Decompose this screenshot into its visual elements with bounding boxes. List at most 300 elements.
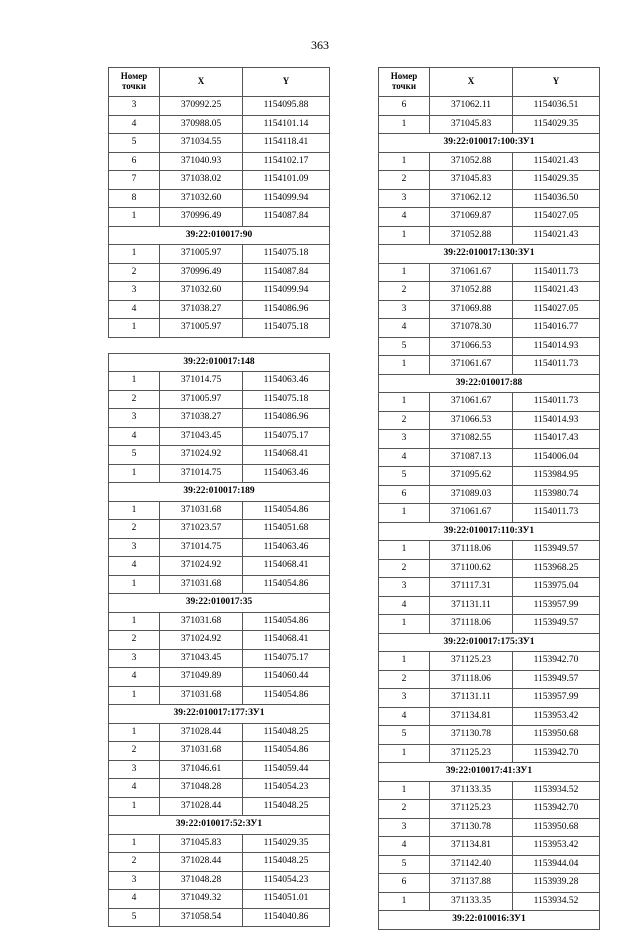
- cell-y: 1154021.43: [513, 226, 600, 245]
- section-row: [109, 483, 330, 502]
- table-header-row: [379, 68, 600, 97]
- cell-x: 371134.81: [430, 707, 513, 726]
- cell-point-number: 2: [379, 800, 430, 819]
- cell-y: 1154048.25: [243, 723, 330, 742]
- cell-y: 1154054.86: [243, 742, 330, 761]
- cell-point-number: 1: [109, 612, 160, 631]
- table-row: [379, 781, 600, 800]
- cell-x: 371048.28: [160, 871, 243, 890]
- cell-point-number: 1: [109, 245, 160, 264]
- table-row: [109, 520, 330, 539]
- cell-x: 371028.44: [160, 797, 243, 816]
- cell-y: 1154029.35: [243, 834, 330, 853]
- table-row: [109, 282, 330, 301]
- cell-x: 371062.11: [430, 97, 513, 116]
- table-row: [379, 578, 600, 597]
- table-row: [109, 853, 330, 872]
- cell-x: 371066.53: [430, 411, 513, 430]
- cell-y: 1154051.68: [243, 520, 330, 539]
- cell-point-number: 5: [379, 855, 430, 874]
- cell-x: 371031.68: [160, 686, 243, 705]
- cell-point-number: 6: [379, 97, 430, 116]
- cadastral-number-heading: 39:22:010017:90: [109, 226, 330, 245]
- table-row: [109, 208, 330, 227]
- cell-x: 371028.44: [160, 723, 243, 742]
- table-row: [109, 300, 330, 319]
- cell-y: 1153984.95: [513, 467, 600, 486]
- cell-y: 1154086.96: [243, 300, 330, 319]
- cell-point-number: 2: [379, 171, 430, 190]
- table-row: [379, 282, 600, 301]
- cadastral-number-heading: 39:22:010017:148: [109, 353, 330, 372]
- table-row: [109, 390, 330, 409]
- table-row: [379, 800, 600, 819]
- cell-x: 371130.78: [430, 726, 513, 745]
- cell-point-number: 4: [109, 668, 160, 687]
- cell-y: 1154021.43: [513, 152, 600, 171]
- cell-point-number: 3: [109, 538, 160, 557]
- table-row: [379, 818, 600, 837]
- table-row: [379, 892, 600, 911]
- table-row: [379, 467, 600, 486]
- table-row: [379, 300, 600, 319]
- cell-y: 1154075.18: [243, 245, 330, 264]
- cell-point-number: 1: [109, 464, 160, 483]
- cell-point-number: 4: [109, 557, 160, 576]
- cadastral-number-heading: 39:22:010017:100:ЗУ1: [379, 134, 600, 153]
- cell-y: 1153934.52: [513, 781, 600, 800]
- cell-x: 371045.83: [430, 115, 513, 134]
- table-row: [109, 501, 330, 520]
- cell-y: 1154054.86: [243, 501, 330, 520]
- cell-x: 371052.88: [430, 282, 513, 301]
- cell-point-number: 6: [379, 874, 430, 893]
- cell-y: 1154095.88: [243, 97, 330, 116]
- cell-x: 371031.68: [160, 742, 243, 761]
- cell-y: 1153949.57: [513, 541, 600, 560]
- table-row: [379, 652, 600, 671]
- cell-x: 371014.75: [160, 538, 243, 557]
- cell-point-number: 3: [109, 871, 160, 890]
- cell-point-number: 5: [379, 337, 430, 356]
- table-row: [379, 97, 600, 116]
- cell-y: 1154075.17: [243, 649, 330, 668]
- cell-point-number: 6: [109, 152, 160, 171]
- table-row: [379, 393, 600, 412]
- cell-x: 371118.06: [430, 541, 513, 560]
- cell-x: 371038.27: [160, 409, 243, 428]
- cell-point-number: 1: [379, 263, 430, 282]
- cell-point-number: 1: [379, 892, 430, 911]
- table-row: [109, 189, 330, 208]
- cell-y: 1153939.28: [513, 874, 600, 893]
- cell-y: 1154068.41: [243, 557, 330, 576]
- cell-point-number: 6: [379, 485, 430, 504]
- section-row: [379, 633, 600, 652]
- table-body-left: [109, 97, 330, 927]
- cell-y: 1154102.17: [243, 152, 330, 171]
- cell-x: 371048.28: [160, 779, 243, 798]
- cell-point-number: 1: [379, 615, 430, 634]
- cadastral-number-heading: 39:22:010017:177:ЗУ1: [109, 705, 330, 724]
- cell-x: 371117.31: [430, 578, 513, 597]
- cell-y: 1154036.51: [513, 97, 600, 116]
- table-row: [109, 723, 330, 742]
- cell-y: 1154101.14: [243, 115, 330, 134]
- cell-y: 1154017.43: [513, 430, 600, 449]
- cell-point-number: 8: [109, 189, 160, 208]
- cell-y: 1153957.99: [513, 689, 600, 708]
- cell-point-number: 4: [379, 319, 430, 338]
- table-row: [109, 409, 330, 428]
- cell-x: 371028.44: [160, 853, 243, 872]
- cell-y: 1154087.84: [243, 208, 330, 227]
- table-row: [379, 171, 600, 190]
- cell-point-number: 5: [109, 134, 160, 153]
- table-row: [109, 134, 330, 153]
- table-row: [379, 504, 600, 523]
- table-row: [379, 115, 600, 134]
- table-body-right: [379, 97, 600, 930]
- cell-point-number: 1: [379, 744, 430, 763]
- cell-y: 1154118.41: [243, 134, 330, 153]
- table-row: [109, 115, 330, 134]
- cell-y: 1154075.17: [243, 427, 330, 446]
- table-row: [379, 689, 600, 708]
- section-row: [379, 763, 600, 782]
- cell-y: 1154059.44: [243, 760, 330, 779]
- cell-x: 371024.92: [160, 631, 243, 650]
- section-row: [109, 226, 330, 245]
- cell-x: 371061.67: [430, 356, 513, 375]
- cell-y: 1154016.77: [513, 319, 600, 338]
- cell-x: 371031.68: [160, 501, 243, 520]
- cell-y: 1154014.93: [513, 411, 600, 430]
- header-x: X: [430, 68, 513, 97]
- cell-y: 1154054.23: [243, 779, 330, 798]
- cell-x: 371014.75: [160, 464, 243, 483]
- cell-y: 1154027.05: [513, 208, 600, 227]
- cell-y: 1154054.86: [243, 575, 330, 594]
- cell-x: 371005.97: [160, 390, 243, 409]
- cell-y: 1154087.84: [243, 263, 330, 282]
- cell-y: 1153975.04: [513, 578, 600, 597]
- cell-point-number: 5: [109, 908, 160, 927]
- table-row: [379, 559, 600, 578]
- section-row: [379, 134, 600, 153]
- cell-x: 371024.92: [160, 557, 243, 576]
- cell-point-number: 5: [379, 467, 430, 486]
- cell-y: 1154063.46: [243, 538, 330, 557]
- cell-y: 1154040.86: [243, 908, 330, 927]
- table-row: [109, 319, 330, 338]
- cell-x: 371131.11: [430, 689, 513, 708]
- cell-point-number: 4: [379, 837, 430, 856]
- cell-x: 371125.23: [430, 800, 513, 819]
- cell-point-number: 4: [379, 707, 430, 726]
- cell-point-number: 4: [109, 890, 160, 909]
- cell-y: 1154054.23: [243, 871, 330, 890]
- cell-x: 371032.60: [160, 282, 243, 301]
- table-row: [379, 319, 600, 338]
- cell-y: 1154048.25: [243, 853, 330, 872]
- page-number: 363: [311, 38, 329, 52]
- table-row: [109, 686, 330, 705]
- section-row: [379, 374, 600, 393]
- cell-y: 1153957.99: [513, 596, 600, 615]
- cell-point-number: 4: [109, 427, 160, 446]
- table-row: [379, 615, 600, 634]
- header-point-number: Номер точки: [379, 68, 430, 97]
- cell-x: 371034.55: [160, 134, 243, 153]
- table-row: [379, 485, 600, 504]
- cell-x: 371069.88: [430, 300, 513, 319]
- cell-point-number: 4: [109, 300, 160, 319]
- table-row: [379, 189, 600, 208]
- cell-x: 371043.45: [160, 649, 243, 668]
- cell-point-number: 3: [379, 818, 430, 837]
- cell-point-number: 2: [379, 559, 430, 578]
- table-row: [109, 612, 330, 631]
- cell-point-number: 1: [109, 686, 160, 705]
- table-row: [109, 372, 330, 391]
- cell-point-number: 7: [109, 171, 160, 190]
- cell-point-number: 4: [379, 596, 430, 615]
- section-row: [379, 522, 600, 541]
- cell-x: 371049.89: [160, 668, 243, 687]
- cell-x: 371142.40: [430, 855, 513, 874]
- cell-y: 1154075.18: [243, 319, 330, 338]
- table-header-row: [109, 68, 330, 97]
- cadastral-number-heading: 39:22:010017:35: [109, 594, 330, 613]
- cell-point-number: 3: [109, 649, 160, 668]
- cell-y: 1154011.73: [513, 263, 600, 282]
- cell-x: 371131.11: [430, 596, 513, 615]
- cell-y: 1154036.50: [513, 189, 600, 208]
- cell-y: 1153942.70: [513, 744, 600, 763]
- table-row: [109, 538, 330, 557]
- table-row: [109, 871, 330, 890]
- table-row: [379, 411, 600, 430]
- section-row: [109, 353, 330, 372]
- cell-x: 371133.35: [430, 781, 513, 800]
- cell-point-number: 2: [379, 282, 430, 301]
- cell-x: 370992.25: [160, 97, 243, 116]
- cell-point-number: 1: [379, 393, 430, 412]
- cell-point-number: 4: [379, 448, 430, 467]
- cell-y: 1154006.04: [513, 448, 600, 467]
- cell-x: 371066.53: [430, 337, 513, 356]
- cell-x: 371133.35: [430, 892, 513, 911]
- cell-x: 371100.62: [430, 559, 513, 578]
- cell-y: 1153944.04: [513, 855, 600, 874]
- cell-point-number: 1: [379, 356, 430, 375]
- cadastral-number-heading: 39:22:010017:41:ЗУ1: [379, 763, 600, 782]
- table-row: [109, 649, 330, 668]
- table-row: [379, 226, 600, 245]
- cadastral-number-heading: 39:22:010017:130:ЗУ1: [379, 245, 600, 264]
- cell-x: 371049.32: [160, 890, 243, 909]
- cell-point-number: 4: [109, 115, 160, 134]
- cell-x: 370988.05: [160, 115, 243, 134]
- header-y: Y: [513, 68, 600, 97]
- cell-point-number: 1: [379, 115, 430, 134]
- cell-y: 1154048.25: [243, 797, 330, 816]
- cell-y: 1154063.46: [243, 372, 330, 391]
- cell-y: 1154011.73: [513, 393, 600, 412]
- cadastral-number-heading: 39:22:010017:88: [379, 374, 600, 393]
- cell-y: 1154054.86: [243, 686, 330, 705]
- table-row: [109, 427, 330, 446]
- table-row: [379, 670, 600, 689]
- table-row: [379, 707, 600, 726]
- cell-point-number: 1: [379, 652, 430, 671]
- cell-y: 1153934.52: [513, 892, 600, 911]
- cell-x: 371137.88: [430, 874, 513, 893]
- cell-point-number: 4: [109, 779, 160, 798]
- coordinates-table-left: [108, 67, 329, 927]
- table-row: [109, 557, 330, 576]
- cell-point-number: 1: [379, 504, 430, 523]
- cell-y: 1153949.57: [513, 670, 600, 689]
- cell-y: 1154099.94: [243, 189, 330, 208]
- cell-point-number: 1: [109, 834, 160, 853]
- cell-y: 1154011.73: [513, 504, 600, 523]
- cell-point-number: 3: [379, 578, 430, 597]
- table-row: [109, 446, 330, 465]
- cell-point-number: 1: [379, 226, 430, 245]
- section-row: [379, 245, 600, 264]
- cadastral-number-heading: 39:22:010016:ЗУ1: [379, 911, 600, 930]
- cell-point-number: 2: [379, 411, 430, 430]
- cell-x: 371118.06: [430, 615, 513, 634]
- cell-y: 1154021.43: [513, 282, 600, 301]
- cell-point-number: 1: [109, 723, 160, 742]
- cell-y: 1154075.18: [243, 390, 330, 409]
- table-row: [379, 837, 600, 856]
- table-row: [379, 744, 600, 763]
- cell-x: 371045.83: [160, 834, 243, 853]
- table-row: [109, 263, 330, 282]
- cadastral-number-heading: 39:22:010017:52:ЗУ1: [109, 816, 330, 835]
- cell-x: 371095.62: [430, 467, 513, 486]
- cell-x: 371087.13: [430, 448, 513, 467]
- cell-x: 371058.54: [160, 908, 243, 927]
- cell-point-number: 4: [379, 208, 430, 227]
- cell-y: 1153950.68: [513, 818, 600, 837]
- cell-x: 371061.67: [430, 263, 513, 282]
- cadastral-number-heading: 39:22:010017:175:ЗУ1: [379, 633, 600, 652]
- table-row: [109, 171, 330, 190]
- cell-x: 371052.88: [430, 226, 513, 245]
- cell-point-number: 1: [379, 781, 430, 800]
- cell-y: 1153942.70: [513, 652, 600, 671]
- cell-point-number: 1: [109, 319, 160, 338]
- cell-x: 371032.60: [160, 189, 243, 208]
- cell-x: 371061.67: [430, 504, 513, 523]
- cell-point-number: 2: [379, 670, 430, 689]
- cell-y: 1153942.70: [513, 800, 600, 819]
- cell-y: 1154101.09: [243, 171, 330, 190]
- section-row: [109, 594, 330, 613]
- table-row: [379, 855, 600, 874]
- cell-x: 371118.06: [430, 670, 513, 689]
- table-row: [379, 726, 600, 745]
- cell-x: 371031.68: [160, 612, 243, 631]
- section-row: [109, 705, 330, 724]
- cell-x: 371045.83: [430, 171, 513, 190]
- cell-y: 1154027.05: [513, 300, 600, 319]
- table-row: [379, 263, 600, 282]
- cell-y: 1154029.35: [513, 171, 600, 190]
- cell-y: 1154060.44: [243, 668, 330, 687]
- table-row: [379, 448, 600, 467]
- table-row: [109, 890, 330, 909]
- table-row: [109, 779, 330, 798]
- header-point-number: Номер точки: [109, 68, 160, 97]
- cell-y: 1154051.01: [243, 890, 330, 909]
- cell-x: 371024.92: [160, 446, 243, 465]
- cell-x: 370996.49: [160, 208, 243, 227]
- cadastral-number-heading: 39:22:010017:110:ЗУ1: [379, 522, 600, 541]
- cell-point-number: 3: [379, 430, 430, 449]
- cell-y: 1153949.57: [513, 615, 600, 634]
- cell-point-number: 3: [109, 409, 160, 428]
- cell-y: 1154014.93: [513, 337, 600, 356]
- cell-y: 1154029.35: [513, 115, 600, 134]
- cell-y: 1154099.94: [243, 282, 330, 301]
- cell-x: 371014.75: [160, 372, 243, 391]
- cell-y: 1153968.25: [513, 559, 600, 578]
- table-row: [109, 797, 330, 816]
- table-row: [109, 97, 330, 116]
- cell-x: 371040.93: [160, 152, 243, 171]
- table-row: [379, 356, 600, 375]
- cell-point-number: 1: [379, 152, 430, 171]
- cell-x: 371005.97: [160, 319, 243, 338]
- cell-x: 371078.30: [430, 319, 513, 338]
- cell-point-number: 1: [109, 575, 160, 594]
- section-row: [109, 816, 330, 835]
- coordinates-table: [378, 67, 600, 930]
- coordinates-table-right: [378, 67, 599, 930]
- table-row: [379, 337, 600, 356]
- cell-x: 370996.49: [160, 263, 243, 282]
- cell-point-number: 2: [109, 631, 160, 650]
- cell-point-number: 5: [379, 726, 430, 745]
- table-row: [109, 631, 330, 650]
- table-row: [109, 668, 330, 687]
- table-row: [109, 908, 330, 927]
- cell-x: 371089.03: [430, 485, 513, 504]
- cell-y: 1153980.74: [513, 485, 600, 504]
- cell-point-number: 2: [109, 263, 160, 282]
- cell-point-number: 1: [109, 372, 160, 391]
- cell-x: 371130.78: [430, 818, 513, 837]
- table-row: [109, 152, 330, 171]
- cell-y: 1154068.41: [243, 446, 330, 465]
- header-x: X: [160, 68, 243, 97]
- table-row: [109, 760, 330, 779]
- cell-y: 1154068.41: [243, 631, 330, 650]
- cell-point-number: 2: [109, 520, 160, 539]
- cell-point-number: 1: [109, 797, 160, 816]
- cell-x: 371125.23: [430, 652, 513, 671]
- table-row: [109, 575, 330, 594]
- cell-y: 1154086.96: [243, 409, 330, 428]
- table-row: [109, 464, 330, 483]
- cell-point-number: 1: [379, 541, 430, 560]
